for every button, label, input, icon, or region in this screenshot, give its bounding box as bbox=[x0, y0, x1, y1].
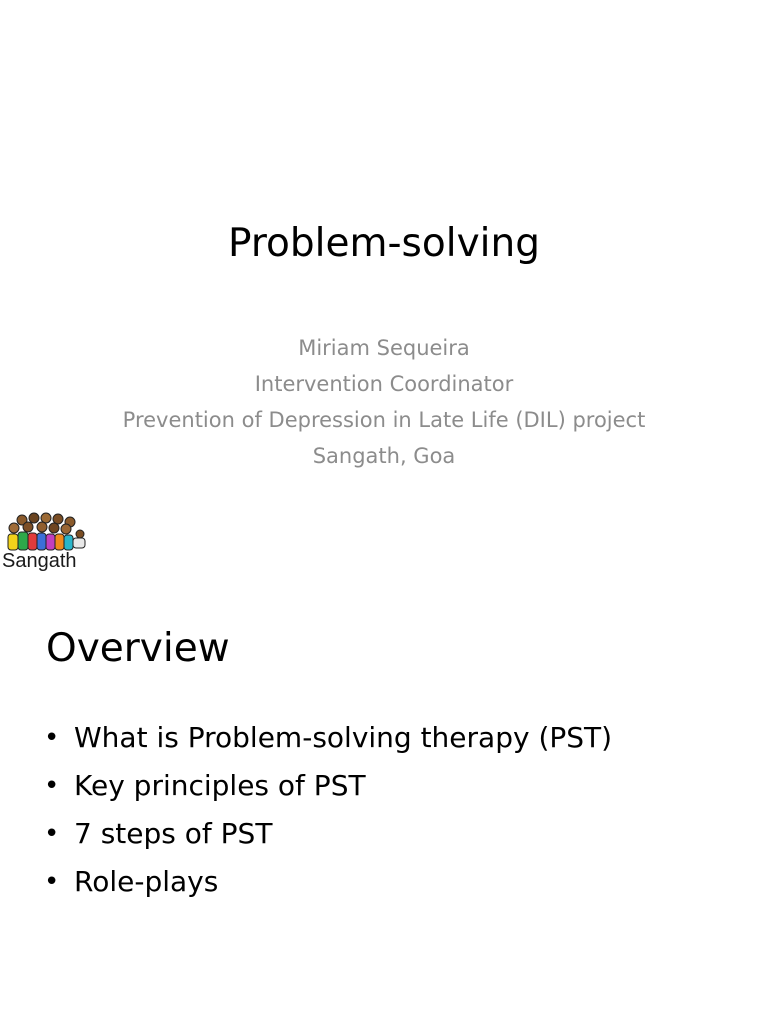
list-item bbox=[44, 714, 612, 762]
presenter-name: Miriam Sequeira bbox=[298, 336, 470, 360]
list-item bbox=[44, 810, 612, 858]
slide-subtitle bbox=[0, 330, 768, 474]
bullet-text: Key principles of PST bbox=[74, 769, 366, 802]
list-item bbox=[44, 762, 612, 810]
bullet-text: 7 steps of PST bbox=[74, 817, 273, 850]
overview-bullet-list bbox=[44, 714, 612, 906]
presenter-role: Intervention Coordinator bbox=[254, 372, 514, 396]
bullet-text: Role-plays bbox=[74, 865, 219, 898]
list-item bbox=[44, 858, 612, 906]
slide-title: Problem-solving bbox=[228, 221, 540, 266]
logo-text: Sangath bbox=[2, 550, 77, 572]
bullet-icon: • bbox=[44, 867, 60, 897]
project-name: Prevention of Depression in Late Life (DIL) project bbox=[122, 408, 646, 432]
bullet-text: What is Problem-solving therapy (PST) bbox=[74, 721, 613, 754]
bullet-icon: • bbox=[44, 819, 60, 849]
bullet-icon: • bbox=[44, 771, 60, 801]
overview-heading: Overview bbox=[46, 626, 230, 671]
organization-location: Sangath, Goa bbox=[312, 444, 456, 468]
bullet-icon: • bbox=[44, 723, 60, 753]
